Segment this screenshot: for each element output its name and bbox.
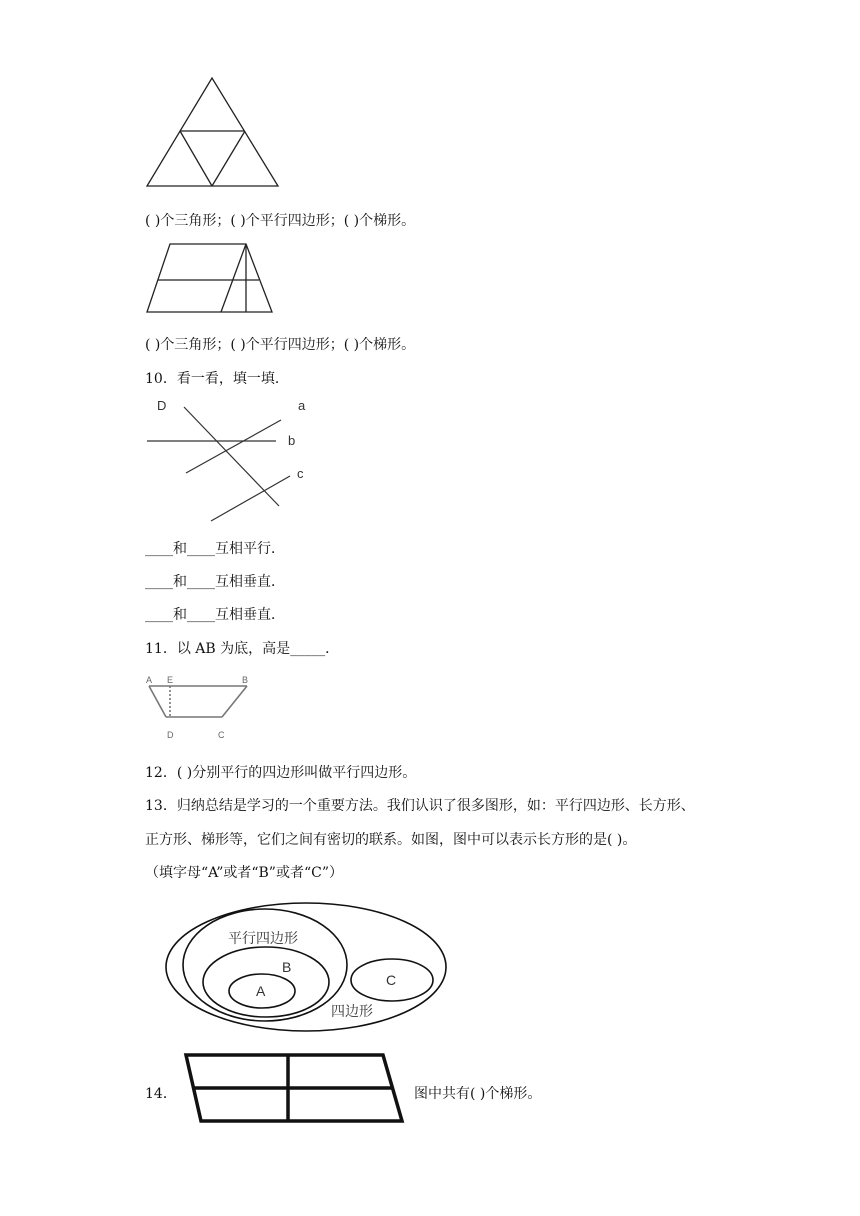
- label-parallelogram: 平行四边形: [228, 930, 298, 946]
- label-e: E: [167, 675, 174, 685]
- q12-text: 12．( )分别平行的四边形叫做平行四边形。: [145, 765, 417, 781]
- label-c: c: [297, 466, 304, 481]
- q10-blank-1: ____和____互相平行．: [145, 541, 285, 557]
- q10-title: 10．看一看，填一填．: [145, 371, 289, 387]
- q14-number: 14．: [145, 1086, 177, 1102]
- label-a: A: [256, 983, 266, 999]
- q13-line-1: 13．归纳总结是学习的一个重要方法。我们认识了很多图形，如：平行四边形、长方形、: [145, 798, 695, 814]
- q9-answer-line-1: ( )个三角形；( )个平行四边形；( )个梯形。: [145, 213, 416, 229]
- q13-line-3: （填字母“A”或者“B”或者“C”）: [145, 865, 343, 881]
- label-b: B: [282, 959, 292, 975]
- q10-blank-2: ____和____互相垂直．: [145, 574, 285, 590]
- label-c: C: [386, 972, 397, 988]
- q11-title: 11．以 AB 为底，高是_____．: [145, 641, 340, 657]
- label-b: b: [288, 433, 296, 448]
- label-d: D: [157, 398, 167, 413]
- label-a: A: [146, 675, 153, 685]
- q10-blank-3: ____和____互相垂直．: [145, 607, 285, 623]
- q14-text: 图中共有( )个梯形。: [414, 1086, 542, 1102]
- q13-line-2: 正方形、梯形等，它们之间有密切的联系。如图，图中可以表示长方形的是( )。: [145, 832, 637, 848]
- label-c: C: [218, 730, 225, 740]
- label-a: a: [298, 398, 306, 413]
- q9-answer-line-2: ( )个三角形；( )个平行四边形；( )个梯形。: [145, 337, 416, 353]
- label-quadrilateral: 四边形: [331, 1003, 373, 1019]
- label-b: B: [242, 675, 249, 685]
- label-d: D: [167, 730, 174, 740]
